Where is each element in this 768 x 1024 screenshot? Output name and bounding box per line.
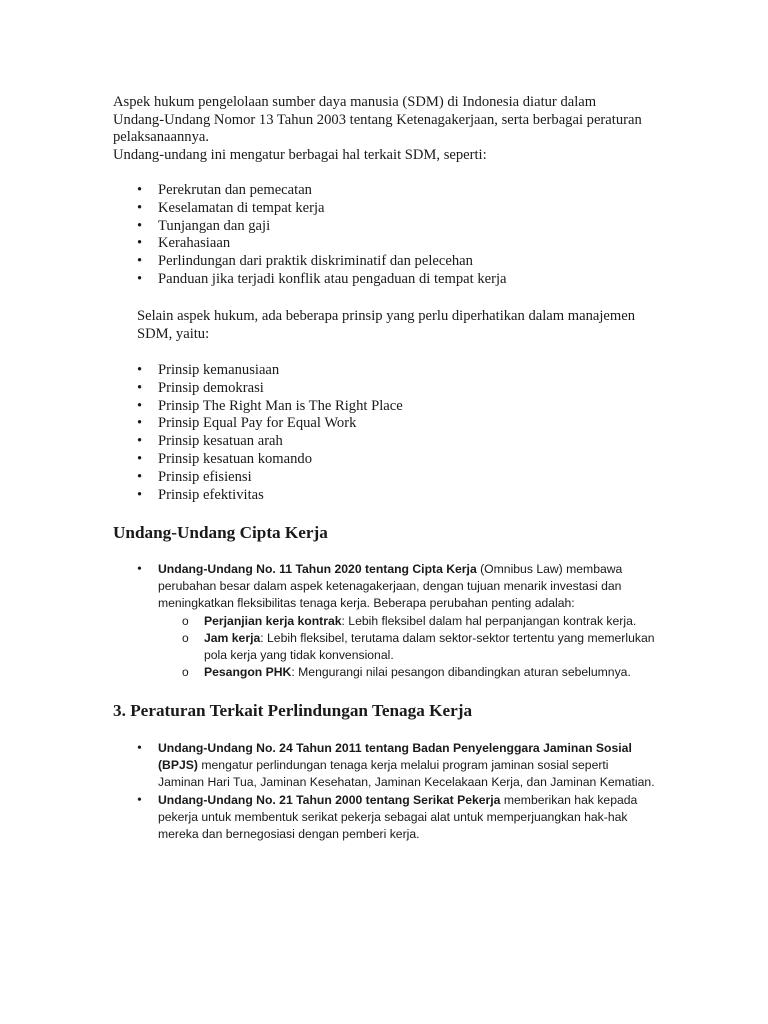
sublist-item: [182, 664, 657, 681]
list-item: [137, 740, 657, 792]
law-title: Undang-Undang No. 11 Tahun 2020 tentang Cipta Kerja: [158, 562, 477, 576]
list-item: • Prinsip kemanusiaan: [137, 362, 403, 380]
sublist-term: Perjanjian kerja kontrak: [204, 613, 342, 628]
intro-text: Aspek hukum pengelolaan sumber daya manusia (SDM) di Indonesia diatur dalam Undang-Undang Nomor 13 Tahun 2003 tentang Ketenagakerjaan, serta berbagai peraturan pelaksanaannya.: [113, 94, 642, 146]
list-item: • Prinsip The Right Man is The Right Place: [137, 398, 403, 416]
sdm-topics-list: [137, 182, 507, 289]
law-description: memberikan hak kepada pekerja untuk membentuk serikat pekerja sebagai alat untuk memperjuangkan hak-hak mereka dan bernegosiasi dengan pemberi kerja.: [158, 792, 638, 842]
list-item: • Perlindungan dari praktik diskriminatif dan pelecehan: [137, 253, 507, 271]
changes-sublist: [182, 613, 657, 682]
intro-lead: Undang-undang ini mengatur berbagai hal terkait SDM, seperti:: [113, 146, 487, 163]
perlindungan-list: [137, 740, 657, 843]
list-item: • Keselamatan di tempat kerja: [137, 200, 507, 218]
sublist-text: : Lebih fleksibel, terutama dalam sektor-sektor tertentu yang memerlukan pola kerja yang tidak konvensional.: [204, 630, 655, 663]
list-item: • Prinsip demokrasi: [137, 380, 403, 398]
list-item: [137, 561, 657, 681]
sublist-term: Jam kerja: [204, 630, 261, 645]
intro-paragraph: [113, 94, 643, 164]
list-item: • Kerahasiaan: [137, 235, 507, 253]
law-description: (Omnibus Law) membawa perubahan besar dalam aspek ketenagakerjaan, dengan tujuan menarik investasi dan meningkatkan fleksibilitas tenaga kerja. Beberapa perubahan penting adalah:: [158, 562, 623, 611]
section-heading-cipta-kerja: Undang-Undang Cipta Kerja: [113, 523, 328, 542]
sublist-text: : Lebih fleksibel dalam hal perpanjangan kontrak kerja.: [341, 613, 637, 628]
principles-list: [137, 362, 403, 504]
sublist-item: [182, 613, 657, 630]
list-item: • Prinsip efektivitas: [137, 487, 403, 505]
sublist-item: [182, 630, 657, 664]
list-item: • Prinsip kesatuan komando: [137, 451, 403, 469]
list-item: • Prinsip Equal Pay for Equal Work: [137, 415, 403, 433]
law-title: Undang-Undang No. 21 Tahun 2000 tentang Serikat Pekerja: [158, 792, 501, 807]
cipta-kerja-list: [137, 561, 657, 681]
list-item: • Panduan jika terjadi konflik atau pengaduan di tempat kerja: [137, 271, 507, 289]
section-heading-perlindungan: 3. Peraturan Terkait Perlindungan Tenaga Kerja: [113, 701, 473, 720]
list-item: • Perekrutan dan pemecatan: [137, 182, 507, 200]
list-item: • Prinsip kesatuan arah: [137, 433, 403, 451]
law-title: Undang-Undang No. 24 Tahun 2011 tentang Badan Penyelenggara Jaminan Sosial (BPJS): [158, 741, 632, 773]
sublist-text: : Mengurangi nilai pesangon dibandingkan aturan sebelumnya.: [291, 665, 631, 680]
principles-intro: Selain aspek hukum, ada beberapa prinsip yang perlu diperhatikan dalam manajemen SDM, yaitu:: [137, 308, 636, 342]
sublist-term: Pesangon PHK: [204, 665, 292, 680]
list-item: • Prinsip efisiensi: [137, 469, 403, 487]
list-item: [137, 792, 657, 844]
law-description: mengatur perlindungan tenaga kerja melalui program jaminan sosial seperti Jaminan Hari Tua, Jaminan Kesehatan, Jaminan Kecelakaan Kerja, dan Jaminan Kematian.: [158, 758, 655, 790]
list-item: • Tunjangan dan gaji: [137, 218, 507, 236]
